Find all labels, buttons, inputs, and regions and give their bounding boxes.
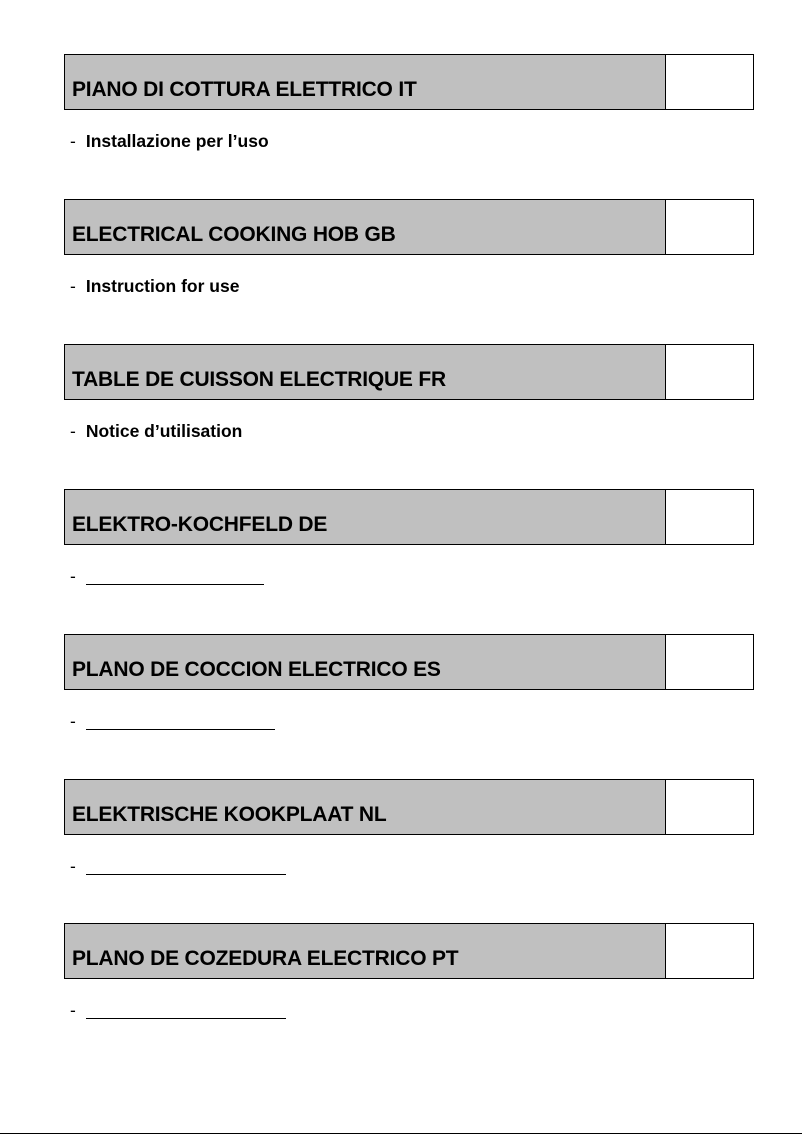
section-title: ELEKTRISCHE KOOKPLAAT NL <box>72 803 387 826</box>
section-title-cell <box>64 923 666 979</box>
section-subline <box>70 423 754 441</box>
section-empty-cell <box>666 489 754 545</box>
section-header <box>64 779 754 835</box>
section-title: TABLE DE CUISSON ELECTRIQUE FR <box>72 368 446 391</box>
section-title-cell <box>64 344 666 400</box>
language-section-nl <box>64 779 754 876</box>
dash-marker: - <box>70 566 76 586</box>
section-empty-cell <box>666 54 754 110</box>
section-empty-cell <box>666 634 754 690</box>
section-title: PIANO DI COTTURA ELETTRICO IT <box>72 78 417 101</box>
section-header <box>64 489 754 545</box>
section-subtitle: Notice d’utilisation <box>85 421 243 441</box>
blank-fill-line <box>86 583 264 585</box>
section-subline <box>70 568 754 586</box>
dash-marker: - <box>70 131 76 151</box>
section-title-cell <box>64 54 666 110</box>
blank-fill-line <box>86 728 275 730</box>
section-subline <box>70 278 754 296</box>
section-title-cell <box>64 489 666 545</box>
section-header <box>64 54 754 110</box>
language-section-gb <box>64 199 754 296</box>
section-header <box>64 199 754 255</box>
section-title-cell <box>64 199 666 255</box>
section-header <box>64 923 754 979</box>
section-subtitle: Instruction for use <box>85 276 240 296</box>
section-title-cell <box>64 779 666 835</box>
section-subline <box>70 1002 754 1020</box>
section-empty-cell <box>666 779 754 835</box>
blank-fill-line <box>86 1017 286 1019</box>
section-empty-cell <box>666 344 754 400</box>
section-title-cell <box>64 634 666 690</box>
section-header <box>64 344 754 400</box>
language-section-fr <box>64 344 754 441</box>
dash-marker: - <box>70 1000 76 1020</box>
section-subline <box>70 858 754 876</box>
page-bottom-rule <box>0 1133 802 1134</box>
language-section-it <box>64 54 754 151</box>
section-subline <box>70 133 754 151</box>
language-section-de <box>64 489 754 586</box>
language-section-es <box>64 634 754 731</box>
dash-marker: - <box>70 421 76 441</box>
section-title: ELECTRICAL COOKING HOB GB <box>72 223 396 246</box>
dash-marker: - <box>70 711 76 731</box>
dash-marker: - <box>70 276 76 296</box>
section-header <box>64 634 754 690</box>
section-title: PLANO DE COZEDURA ELECTRICO PT <box>72 947 459 970</box>
section-title: ELEKTRO-KOCHFELD DE <box>72 513 328 536</box>
blank-fill-line <box>86 873 286 875</box>
section-subtitle: Installazione per l’uso <box>85 131 269 151</box>
dash-marker: - <box>70 856 76 876</box>
section-title: PLANO DE COCCION ELECTRICO ES <box>72 658 441 681</box>
section-subline <box>70 713 754 731</box>
language-section-pt <box>64 923 754 1020</box>
section-empty-cell <box>666 923 754 979</box>
section-empty-cell <box>666 199 754 255</box>
